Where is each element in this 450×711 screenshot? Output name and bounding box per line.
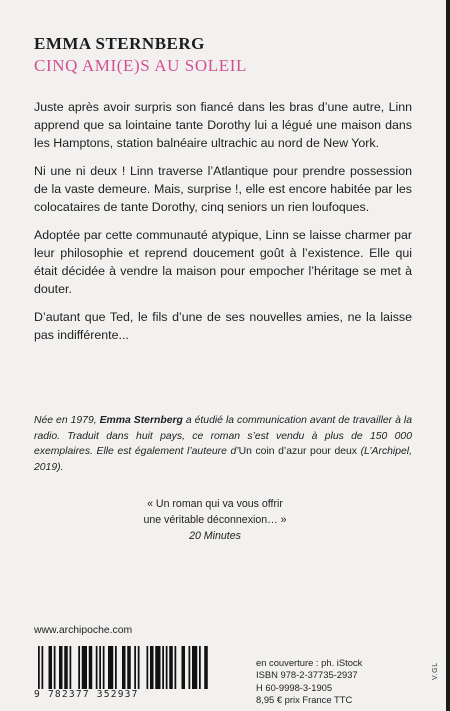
barcode-bar <box>82 646 87 690</box>
book-title: CINQ AMI(E)S AU SOLEIL <box>34 56 247 75</box>
barcode-bar <box>199 646 201 690</box>
barcode-bars <box>34 646 210 690</box>
barcode-bar <box>147 646 149 690</box>
barcode-bar <box>103 646 105 690</box>
barcode-bar <box>108 646 113 690</box>
barcode-bar <box>54 646 56 690</box>
bio-other-book-title: Un coin d’azur pour deux <box>238 446 357 457</box>
barcode-digits: 9 782377 352937 <box>34 689 210 700</box>
vertical-code: V.GL <box>432 662 439 680</box>
barcode-bar <box>204 646 208 690</box>
bio-part-2: a étudié la communication avant de travailler à la radio. Traduit dans huit pays, ce roman s’est vendu à plus de 150 000 exemplaires. Elle est également l’auteure d’ <box>34 415 412 457</box>
barcode-bar <box>155 646 160 690</box>
barcode-bar <box>134 646 136 690</box>
barcode-bar <box>96 646 98 690</box>
blurb-paragraph: Adoptée par cette communauté atypique, Linn se laisse charmer par leur philosophie et reprend doucement goût à l’existence. Elle qui était décidée à vendre la maison pour empocher l’héritage se met à douter. <box>34 228 412 296</box>
quote-line: une véritable déconnexion… » <box>143 514 287 526</box>
author-bio-text <box>34 413 412 475</box>
blurb-paragraph: Juste après avoir surpris son fiancé dans les bras d’une autre, Linn apprend que sa lointaine tante Dorothy lui a légué une maison dans les Hamptons, station balnéaire ultrachic au nord de New York. <box>34 100 412 150</box>
cover-edge <box>446 0 450 711</box>
barcode-bar <box>78 646 80 690</box>
barcode-bar <box>49 646 53 690</box>
barcode-bar <box>42 646 44 690</box>
bio-part-3: (L’Archipel, 2019). <box>34 446 412 473</box>
cover-credit: en couverture : ph. iStock <box>256 657 363 668</box>
barcode-bar <box>175 646 177 690</box>
author-name: EMMA STERNBERG <box>34 34 205 53</box>
blurb-paragraph: Ni une ni deux ! Linn traverse l’Atlantique pour prendre possession de la vaste demeure. Mais, surprise !, elle est encore habitée par les colocataires de tante Dorothy, cinq seniors un rien loufoques. <box>34 164 412 214</box>
barcode-bar <box>127 646 131 690</box>
press-quote <box>100 496 330 544</box>
price: 8,95 € prix France TTC <box>256 694 353 706</box>
bio-author-name: Emma Sternberg <box>99 415 183 426</box>
barcode-bar <box>38 646 40 690</box>
publisher-website[interactable]: www.archipoche.com <box>34 625 133 636</box>
barcode-bar <box>99 646 101 690</box>
code-number: H 60-9998-3-1905 <box>256 681 333 693</box>
imprint-info <box>256 657 426 707</box>
bio-part-1: Née en 1979, <box>34 415 100 426</box>
blurb <box>34 98 412 354</box>
barcode-bar <box>59 646 63 690</box>
barcode-bar <box>189 646 191 690</box>
quote-source: 20 Minutes <box>189 530 241 542</box>
isbn: ISBN 978-2-37735-2937 <box>256 669 358 681</box>
barcode-bar <box>115 646 117 690</box>
blurb-paragraph: D’autant que Ted, le fils d’une de ses nouvelles amies, ne la laisse pas indifférente... <box>34 310 412 342</box>
barcode-bar <box>122 646 126 690</box>
barcode-bar <box>150 646 154 690</box>
author-bio <box>34 413 412 475</box>
quote-line: « Un roman qui va vous offrir <box>147 498 283 510</box>
barcode-bar <box>64 646 68 690</box>
barcode-bar <box>182 646 186 690</box>
barcode-bar <box>162 646 164 690</box>
barcode-bar <box>166 646 168 690</box>
barcode-bar <box>192 646 197 690</box>
barcode-bar <box>70 646 72 690</box>
barcode-bar <box>138 646 140 690</box>
barcode-bar <box>169 646 173 690</box>
barcode-bar <box>89 646 93 690</box>
